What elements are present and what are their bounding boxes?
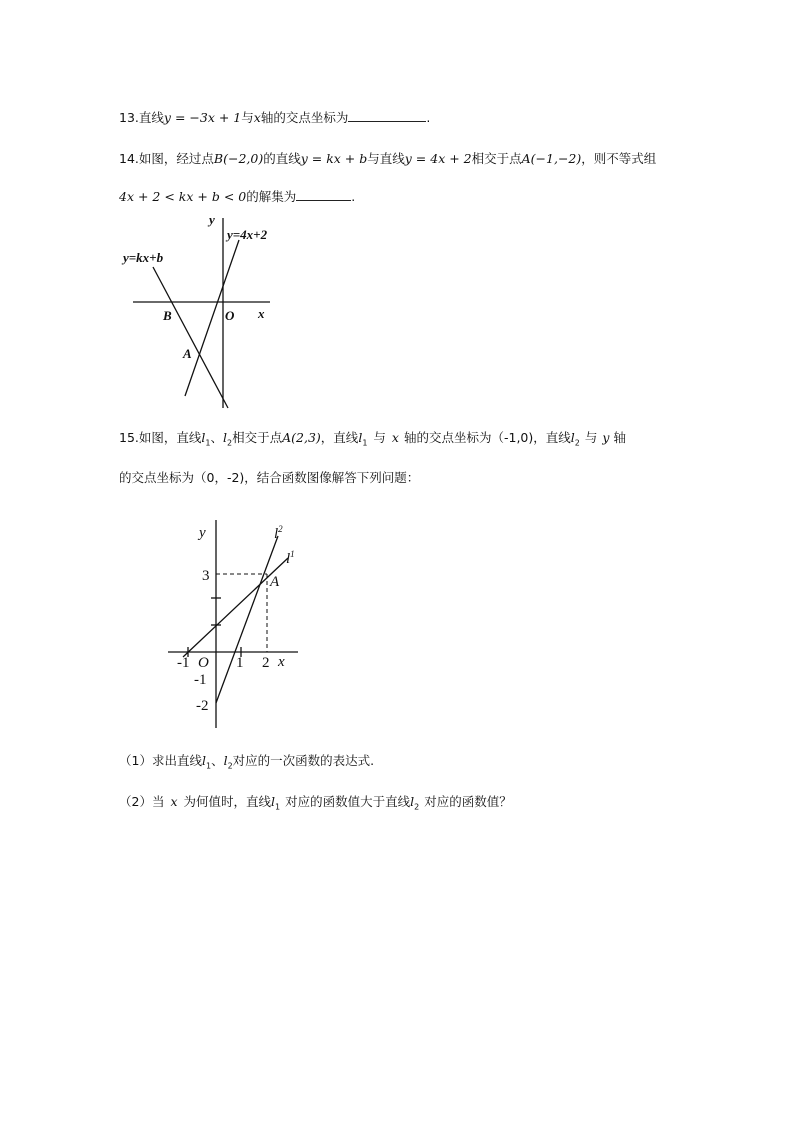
inequality: 4x + 2 < kx + b < 0 bbox=[119, 189, 247, 204]
question-13 bbox=[119, 108, 430, 127]
q14-figure bbox=[115, 210, 285, 410]
question-14 bbox=[119, 150, 656, 168]
label-x-axis: x bbox=[278, 654, 285, 670]
label-point-b: B bbox=[163, 308, 172, 323]
label-y-4x-plus-2: y=4x+2 bbox=[227, 227, 268, 242]
subscript: 2 bbox=[574, 438, 580, 448]
sub-question-2 bbox=[119, 793, 512, 817]
question-text: 的直线 bbox=[263, 151, 301, 166]
subscript: 2 bbox=[227, 438, 233, 448]
question-text: ，则不等式组 bbox=[581, 151, 657, 166]
question-text: 相交于点 bbox=[232, 430, 283, 445]
question-number: 14. bbox=[119, 151, 139, 166]
label-tick-neg1-y: -1 bbox=[194, 672, 207, 688]
label-point-a: A bbox=[183, 346, 192, 361]
label-tick-3: 3 bbox=[202, 568, 210, 584]
label-x-axis: x bbox=[258, 306, 265, 321]
period: . bbox=[351, 189, 356, 204]
question-number: 15. bbox=[119, 430, 139, 445]
line-l2 bbox=[216, 536, 278, 703]
subscript: 1 bbox=[362, 438, 368, 448]
line-l1: l bbox=[358, 430, 363, 445]
point-a-coords: A(2,3) bbox=[282, 430, 321, 445]
label-tick-neg2: -2 bbox=[196, 698, 209, 714]
question-text: 轴的交点坐标为（-1,0)，直线 bbox=[403, 430, 571, 445]
point-b-coords: B(−2,0) bbox=[213, 151, 264, 166]
label-l1: $l^1$ bbox=[286, 549, 295, 567]
subscript: 2 bbox=[227, 761, 233, 771]
question-text: 的交点坐标为（0，-2)，结合函数图像解答下列问题： bbox=[119, 470, 420, 485]
period: . bbox=[426, 110, 431, 125]
question-text: 当 bbox=[151, 794, 165, 809]
line-l2: l bbox=[223, 430, 228, 445]
question-text: 对应的函数值？ bbox=[424, 794, 512, 809]
subscript: 1 bbox=[205, 761, 212, 771]
line-l1: l bbox=[201, 753, 206, 768]
question-text: 如图，直线 bbox=[138, 430, 202, 445]
label-y-axis: y bbox=[199, 525, 206, 541]
answer-blank[interactable] bbox=[296, 187, 351, 201]
subscript: 1 bbox=[275, 802, 281, 812]
line-y-kx-plus-b bbox=[153, 267, 228, 408]
question-text: 为何值时，直线 bbox=[183, 794, 272, 809]
question-text: 与直线 bbox=[367, 151, 405, 166]
sub-question-number: （2） bbox=[119, 794, 152, 809]
line-l2: l bbox=[223, 753, 228, 768]
question-text: 轴 bbox=[613, 430, 626, 445]
subscript: 1 bbox=[205, 438, 211, 448]
label-l2: $l^2$ bbox=[274, 524, 283, 542]
line-l1: l bbox=[201, 430, 206, 445]
question-text: 对应的函数值大于直线 bbox=[285, 794, 411, 809]
question-text: 轴的交点坐标为 bbox=[260, 110, 349, 125]
separator: 、 bbox=[211, 753, 224, 768]
point-a-coords: A(−1,−2) bbox=[521, 151, 582, 166]
equation: y = −3x + 1 bbox=[163, 110, 242, 125]
sub-question-number: （1） bbox=[119, 753, 152, 768]
label-y-kx-plus-b: y=kx+b bbox=[123, 250, 164, 265]
question-text: 与 bbox=[373, 430, 386, 445]
question-text: 如图，经过点 bbox=[138, 151, 214, 166]
label-point-a: A bbox=[270, 574, 280, 590]
question-text: 的解集为 bbox=[246, 189, 297, 204]
equation: y = kx + b bbox=[300, 151, 368, 166]
label-tick-2: 2 bbox=[262, 655, 270, 671]
question-14-line2 bbox=[119, 187, 355, 206]
label-y-axis: y bbox=[209, 212, 215, 227]
question-text: 直线 bbox=[138, 110, 164, 125]
label-origin: O bbox=[198, 655, 209, 671]
line-l1 bbox=[183, 558, 288, 657]
question-15-line2 bbox=[119, 469, 419, 487]
label-tick-neg1-x: -1 bbox=[177, 655, 190, 671]
axis-variable: y bbox=[602, 430, 610, 445]
q15-figure bbox=[168, 516, 318, 731]
question-15 bbox=[119, 429, 626, 453]
label-origin: O bbox=[225, 308, 235, 323]
axis-variable: x bbox=[391, 430, 399, 445]
question-text: 与 bbox=[241, 110, 254, 125]
line-l1: l bbox=[271, 794, 276, 809]
question-text: 相交于点 bbox=[471, 151, 522, 166]
question-text: 求出直线 bbox=[151, 753, 202, 768]
line-l2: l bbox=[410, 794, 415, 809]
question-number: 13. bbox=[119, 110, 139, 125]
axis-variable: x bbox=[253, 110, 261, 125]
label-tick-1: 1 bbox=[236, 655, 244, 671]
question-text: 对应的一次函数的表达式. bbox=[232, 753, 375, 768]
subscript: 2 bbox=[414, 802, 420, 812]
question-text: 与 bbox=[584, 430, 598, 445]
variable-x: x bbox=[170, 794, 178, 809]
sub-question-1 bbox=[119, 752, 374, 776]
separator: 、 bbox=[210, 430, 224, 445]
line-l2: l bbox=[570, 430, 575, 445]
question-text: ，直线 bbox=[320, 430, 359, 445]
answer-blank[interactable] bbox=[348, 108, 426, 122]
equation: y = 4x + 2 bbox=[404, 151, 472, 166]
